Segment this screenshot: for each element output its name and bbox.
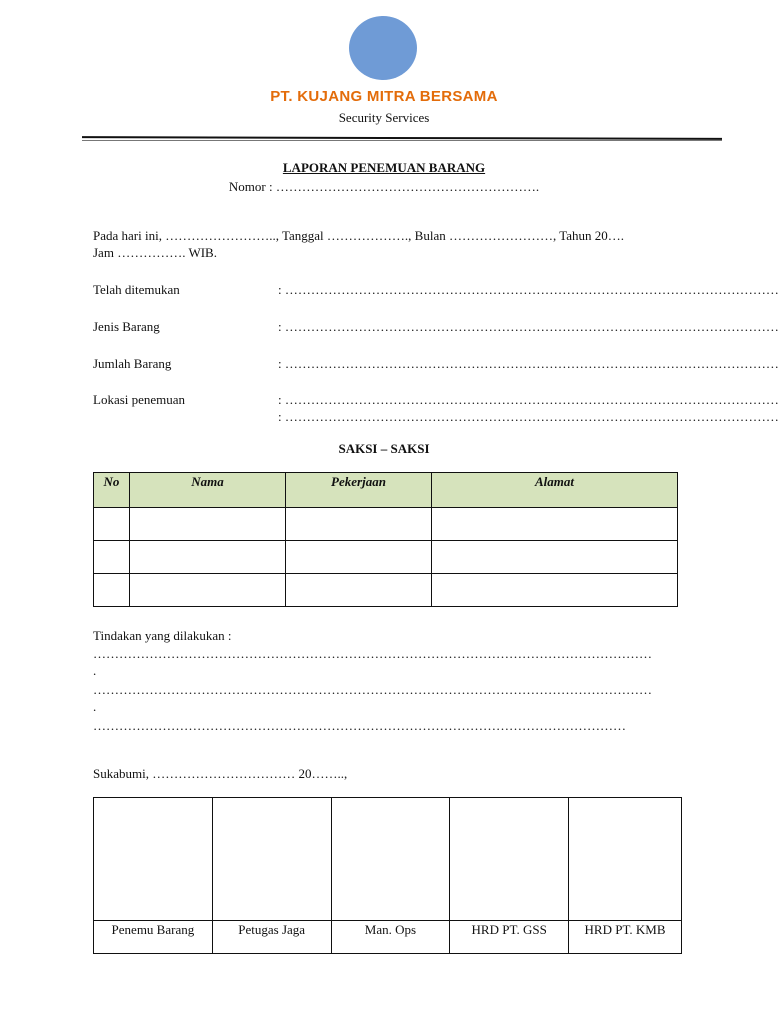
col-header-name: Nama: [130, 473, 286, 508]
signature-box: [212, 798, 331, 921]
action-line-1: …………………………………………………………………………………………………………………: [93, 646, 652, 661]
company-name: PT. KUJANG MITRA BERSAMA: [270, 88, 498, 105]
signature-labels-row: [94, 921, 682, 954]
action-label: Tindakan yang dilakukan :: [93, 628, 232, 643]
field-label-found: Telah ditemukan: [93, 282, 180, 297]
day-date-line: Pada hari ini, …………………….., Tanggal ………………., Bulan ……………………, Tahun 20….: [93, 228, 625, 243]
signature-label-guard: Petugas Jaga: [212, 921, 331, 954]
field-value-quantity: : ……………………………………………………………………………………………………: [278, 356, 779, 371]
signature-label-ops-manager: Man. Ops: [331, 921, 450, 954]
table-row: [94, 508, 678, 541]
field-label-quantity: Jumlah Barang: [93, 356, 172, 371]
col-header-no: No: [94, 473, 130, 508]
signature-table: [93, 797, 682, 954]
field-value-location-2: : ……………………………………………………………………………………………………: [278, 409, 779, 424]
signature-boxes-row: [94, 798, 682, 921]
time-line: Jam ……………. WIB.: [93, 245, 217, 260]
field-label-item-type: Jenis Barang: [93, 319, 160, 334]
action-line-2-end: .: [93, 699, 97, 714]
field-value-found: : ……………………………………………………………………………………………………: [278, 282, 779, 297]
action-line-2: …………………………………………………………………………………………………………………: [93, 682, 652, 697]
signature-box: [450, 798, 569, 921]
witness-table: [93, 472, 678, 607]
document-title: LAPORAN PENEMUAN BARANG: [282, 160, 486, 175]
signature-box: [331, 798, 450, 921]
header-divider-thin: [82, 140, 722, 141]
col-header-occupation: Pekerjaan: [286, 473, 432, 508]
company-logo: [349, 16, 417, 80]
document-number: Nomor : …………………………………………………….: [228, 179, 540, 194]
signature-label-hrd-gss: HRD PT. GSS: [450, 921, 569, 954]
field-value-location: : ……………………………………………………………………………………………………: [278, 392, 779, 407]
action-line-1-end: .: [93, 663, 97, 678]
company-subtitle: Security Services: [338, 110, 430, 125]
signature-label-finder: Penemu Barang: [94, 921, 213, 954]
place-date: Sukabumi, …………………………… 20……..,: [93, 766, 348, 781]
signature-box: [94, 798, 213, 921]
field-label-location: Lokasi penemuan: [93, 392, 186, 407]
col-header-address: Alamat: [432, 473, 678, 508]
table-row: [94, 574, 678, 607]
signature-box: [569, 798, 682, 921]
signature-label-hrd-kmb: HRD PT. KMB: [569, 921, 682, 954]
action-line-3: ……………………………………………………………………………………………………………: [93, 718, 626, 733]
witness-table-header: [94, 473, 678, 508]
witness-title: SAKSI – SAKSI: [338, 441, 430, 456]
table-row: [94, 541, 678, 574]
field-value-item-type: : ……………………………………………………………………………………………………: [278, 319, 779, 334]
